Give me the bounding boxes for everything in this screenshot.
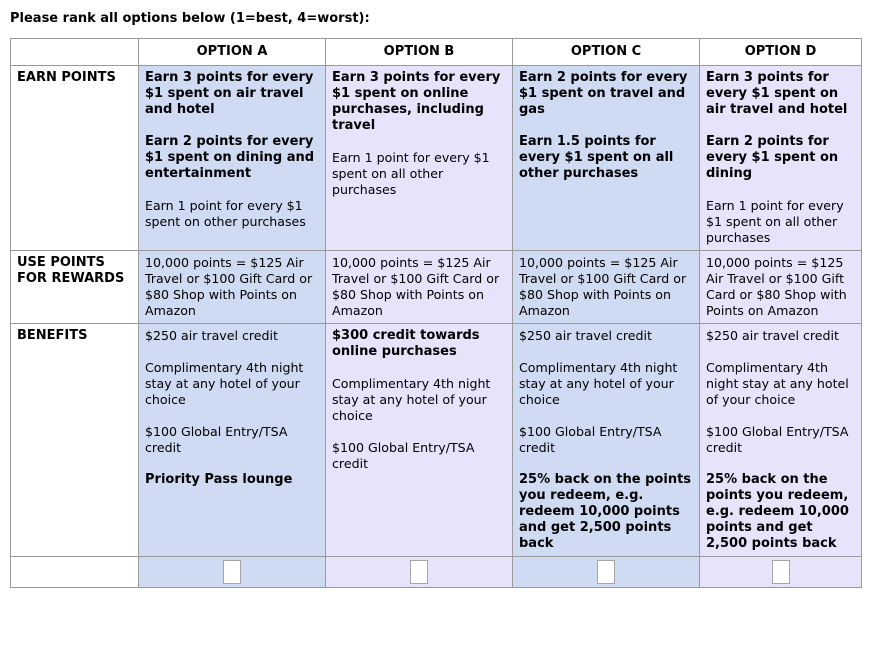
option-d-benefit-2: Complimentary 4th night stay at any hotel of your choice — [706, 360, 849, 407]
option-c-earn-2: Earn 1.5 points for every $1 spent on all other purchases — [519, 134, 674, 181]
options-table — [10, 38, 862, 588]
option-d-benefit-4: 25% back on the points you redeem, e.g. redeem 10,000 points and get 2,500 points back — [706, 472, 849, 551]
option-c-benefits-cell — [513, 324, 700, 557]
option-d-rank-cell — [700, 557, 862, 588]
option-a-earn-2: Earn 2 points for every $1 spent on dining and entertainment — [145, 134, 315, 181]
option-a-earn-3: Earn 1 point for every $1 spent on other purchases — [145, 198, 306, 229]
option-b-rank-input[interactable] — [410, 560, 428, 584]
option-a-benefit-1: $250 air travel credit — [145, 328, 278, 343]
option-b-earn-cell — [326, 66, 513, 251]
option-c-earn-cell — [513, 66, 700, 251]
option-b-earn-1: Earn 3 points for every $1 spent on online purchases, including travel — [332, 70, 501, 133]
option-d-use-cell: 10,000 points = $125 Air Travel or $100 Gift Card or $80 Shop with Points on Amazon — [700, 251, 862, 324]
option-a-use-cell: 10,000 points = $125 Air Travel or $100 Gift Card or $80 Shop with Points on Amazon — [139, 251, 326, 324]
option-d-benefit-3: $100 Global Entry/TSA credit — [706, 424, 849, 455]
option-a-benefit-2: Complimentary 4th night stay at any hotel of your choice — [145, 360, 304, 407]
option-c-rank-cell — [513, 557, 700, 588]
option-a-benefit-3: $100 Global Entry/TSA credit — [145, 424, 288, 455]
option-d-earn-1: Earn 3 points for every $1 spent on air travel and hotel — [706, 70, 848, 117]
header-row — [11, 39, 862, 66]
corner-cell — [11, 39, 139, 66]
option-c-header: OPTION C — [513, 39, 700, 66]
option-b-use-cell: 10,000 points = $125 Air Travel or $100 Gift Card or $80 Shop with Points on Amazon — [326, 251, 513, 324]
option-b-earn-2: Earn 1 point for every $1 spent on all other purchases — [332, 150, 490, 197]
ranking-prompt: Please rank all options below (1=best, 4=worst): — [10, 11, 370, 26]
option-a-rank-cell — [139, 557, 326, 588]
option-c-benefit-4: 25% back on the points you redeem, e.g. redeem 10,000 points and get 2,500 points back — [519, 472, 692, 551]
option-a-benefit-4: Priority Pass lounge — [145, 472, 293, 487]
use-points-label: USE POINTS FOR REWARDS — [11, 251, 139, 324]
rank-row — [11, 557, 862, 588]
option-b-benefit-3: $100 Global Entry/TSA credit — [332, 440, 475, 471]
option-d-earn-2: Earn 2 points for every $1 spent on dining — [706, 134, 839, 181]
option-b-benefit-1: $300 credit towards online purchases — [332, 328, 480, 359]
option-a-earn-1: Earn 3 points for every $1 spent on air travel and hotel — [145, 70, 314, 117]
option-b-benefit-2: Complimentary 4th night stay at any hotel of your choice — [332, 376, 491, 423]
option-a-rank-input[interactable] — [223, 560, 241, 584]
option-a-benefits-cell — [139, 324, 326, 557]
option-b-header: OPTION B — [326, 39, 513, 66]
earn-points-label: EARN POINTS — [11, 66, 139, 251]
option-c-use-cell: 10,000 points = $125 Air Travel or $100 Gift Card or $80 Shop with Points on Amazon — [513, 251, 700, 324]
option-c-rank-input[interactable] — [597, 560, 615, 584]
option-d-benefits-cell — [700, 324, 862, 557]
benefits-label: BENEFITS — [11, 324, 139, 557]
earn-points-row — [11, 66, 862, 251]
benefits-row — [11, 324, 862, 557]
option-d-earn-3: Earn 1 point for every $1 spent on all other purchases — [706, 198, 844, 245]
option-a-earn-cell — [139, 66, 326, 251]
option-a-header: OPTION A — [139, 39, 326, 66]
option-d-rank-input[interactable] — [772, 560, 790, 584]
option-d-header: OPTION D — [700, 39, 862, 66]
option-c-benefit-2: Complimentary 4th night stay at any hotel of your choice — [519, 360, 678, 407]
option-c-earn-1: Earn 2 points for every $1 spent on travel and gas — [519, 70, 688, 117]
option-d-earn-cell — [700, 66, 862, 251]
option-b-benefits-cell — [326, 324, 513, 557]
rank-label-cell — [11, 557, 139, 588]
option-b-rank-cell — [326, 557, 513, 588]
option-c-benefit-3: $100 Global Entry/TSA credit — [519, 424, 662, 455]
option-c-benefit-1: $250 air travel credit — [519, 328, 652, 343]
use-points-row — [11, 251, 862, 324]
option-d-benefit-1: $250 air travel credit — [706, 328, 839, 343]
